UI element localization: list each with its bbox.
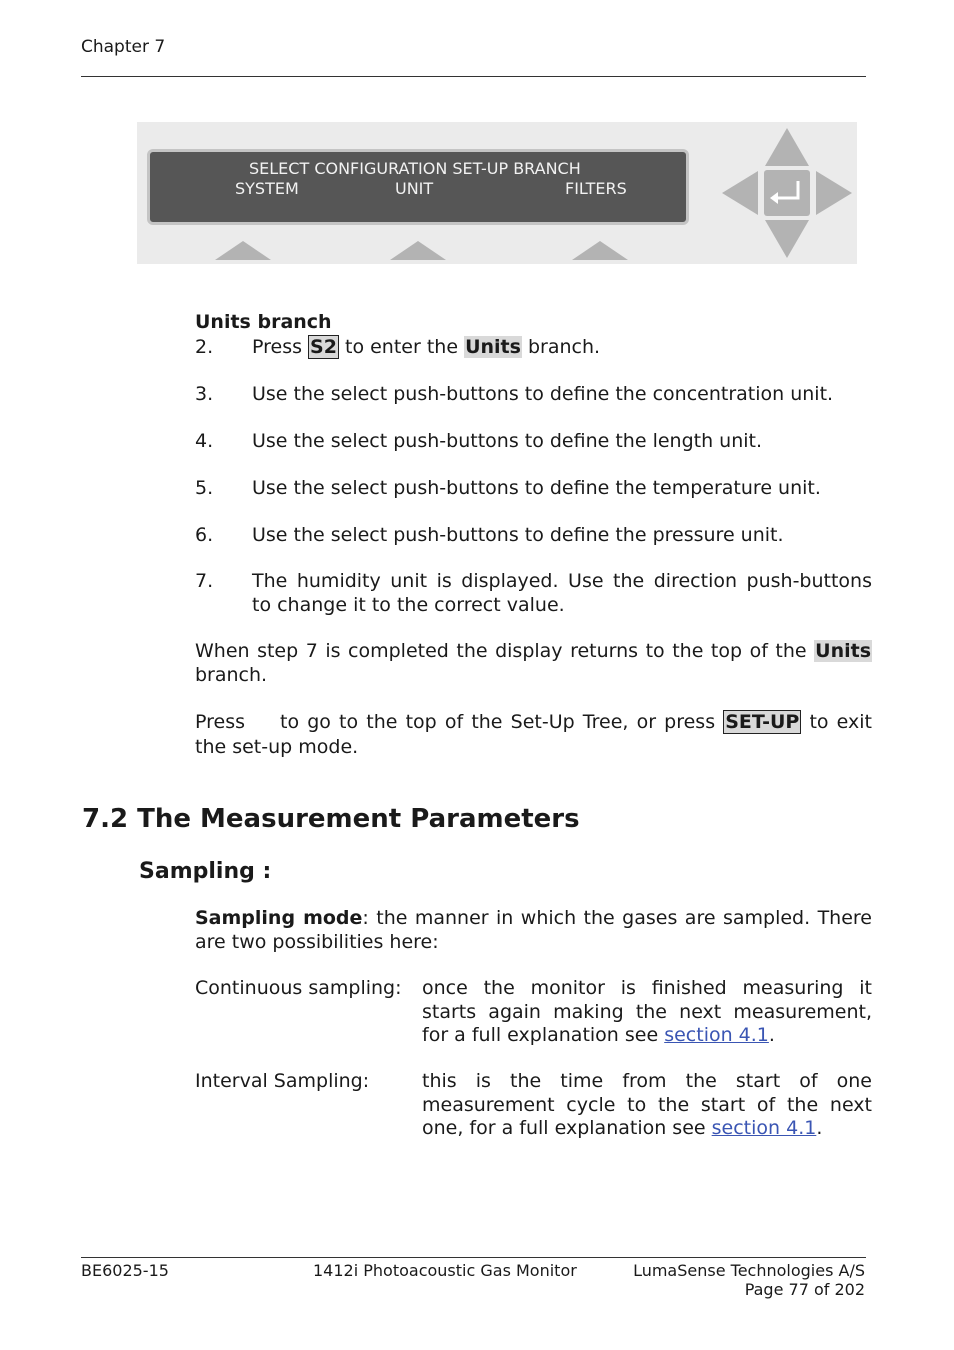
units-keyword: Units xyxy=(465,336,521,358)
direction-pad xyxy=(720,126,854,260)
step-7-line-1: The humidity unit is displayed. Use the direction push-buttons xyxy=(252,570,872,592)
step-number: 4. xyxy=(195,430,214,452)
lcd-display xyxy=(147,149,689,225)
soft-key-label-unit: UNIT xyxy=(395,179,434,198)
completed-line-2: branch. xyxy=(195,664,268,686)
section-title: 7.2 The Measurement Parameters xyxy=(82,804,580,834)
press-line-1: to go to the top of the Set-Up Tree, or press SET-UP to exit xyxy=(280,711,872,733)
subsection-title: Sampling : xyxy=(139,859,272,884)
press-word: Press xyxy=(195,711,246,733)
sampling-mode-line-1: Sampling mode: the manner in which the gases are sampled. There xyxy=(195,907,872,929)
interval-line-1: this is the time from the start of one xyxy=(422,1070,872,1092)
s2-key: S2 xyxy=(310,336,337,358)
step-4-text: Use the select push-buttons to define the length unit. xyxy=(252,430,763,452)
units-keyword: Units xyxy=(815,640,871,662)
step-3-text: Use the select push-buttons to define the concentration unit. xyxy=(252,383,834,405)
doc-id: BE6025-15 xyxy=(81,1261,169,1280)
step-number: 3. xyxy=(195,383,214,405)
step-7-line-2: to change it to the correct value. xyxy=(252,594,565,616)
footer-rule xyxy=(81,1257,866,1258)
sampling-mode-label: Sampling mode xyxy=(195,907,363,929)
left-arrow-icon[interactable] xyxy=(722,171,758,215)
soft-key-3-arrow-icon[interactable] xyxy=(570,240,630,261)
soft-key-label-filters: FILTERS xyxy=(565,179,627,198)
continuous-sampling-label: Continuous sampling: xyxy=(195,977,402,999)
lcd-title: SELECT CONFIGURATION SET-UP BRANCH xyxy=(249,159,581,178)
continuous-line-1: once the monitor is finished measuring it xyxy=(422,977,872,999)
section-4-1-link[interactable]: section 4.1 xyxy=(711,1117,817,1139)
up-arrow-icon[interactable] xyxy=(765,128,809,166)
step-5-text: Use the select push-buttons to define the temperature unit. xyxy=(252,477,821,499)
step-number: 2. xyxy=(195,336,214,358)
step-number: 6. xyxy=(195,524,214,546)
page-number: Page 77 of 202 xyxy=(744,1280,865,1299)
right-arrow-icon[interactable] xyxy=(816,171,852,215)
step-number: 7. xyxy=(195,570,214,592)
step-2-text: Press S2 to enter the Units branch. xyxy=(252,336,601,358)
soft-key-1-arrow-icon[interactable] xyxy=(213,240,273,261)
step-number: 5. xyxy=(195,477,214,499)
continuous-line-3: for a full explanation see section 4.1. xyxy=(422,1024,775,1046)
enter-icon[interactable] xyxy=(764,170,810,216)
chapter-header: Chapter 7 xyxy=(81,37,166,57)
set-up-key: SET-UP xyxy=(725,711,800,733)
sampling-mode-line-2: are two possibilities here: xyxy=(195,931,439,953)
down-arrow-icon[interactable] xyxy=(765,220,809,258)
soft-key-label-system: SYSTEM xyxy=(235,179,299,198)
product-name: 1412i Photoacoustic Gas Monitor xyxy=(313,1261,577,1280)
interval-line-3: one, for a full explanation see section 4.1. xyxy=(422,1117,823,1139)
press-line-2: the set-up mode. xyxy=(195,736,359,758)
interval-sampling-label: Interval Sampling: xyxy=(195,1070,370,1092)
soft-key-2-arrow-icon[interactable] xyxy=(388,240,448,261)
interval-line-2: measurement cycle to the start of the next xyxy=(422,1094,872,1116)
units-branch-heading: Units branch xyxy=(195,311,332,333)
completed-line-1: When step 7 is completed the display returns to the top of the Units xyxy=(195,640,871,662)
header-rule xyxy=(81,76,866,77)
company-name: LumaSense Technologies A/S xyxy=(633,1261,865,1280)
device-panel xyxy=(137,122,857,264)
section-4-1-link[interactable]: section 4.1 xyxy=(664,1024,769,1046)
step-6-text: Use the select push-buttons to define the pressure unit. xyxy=(252,524,784,546)
continuous-line-2: starts again making the next measurement, xyxy=(422,1001,872,1023)
